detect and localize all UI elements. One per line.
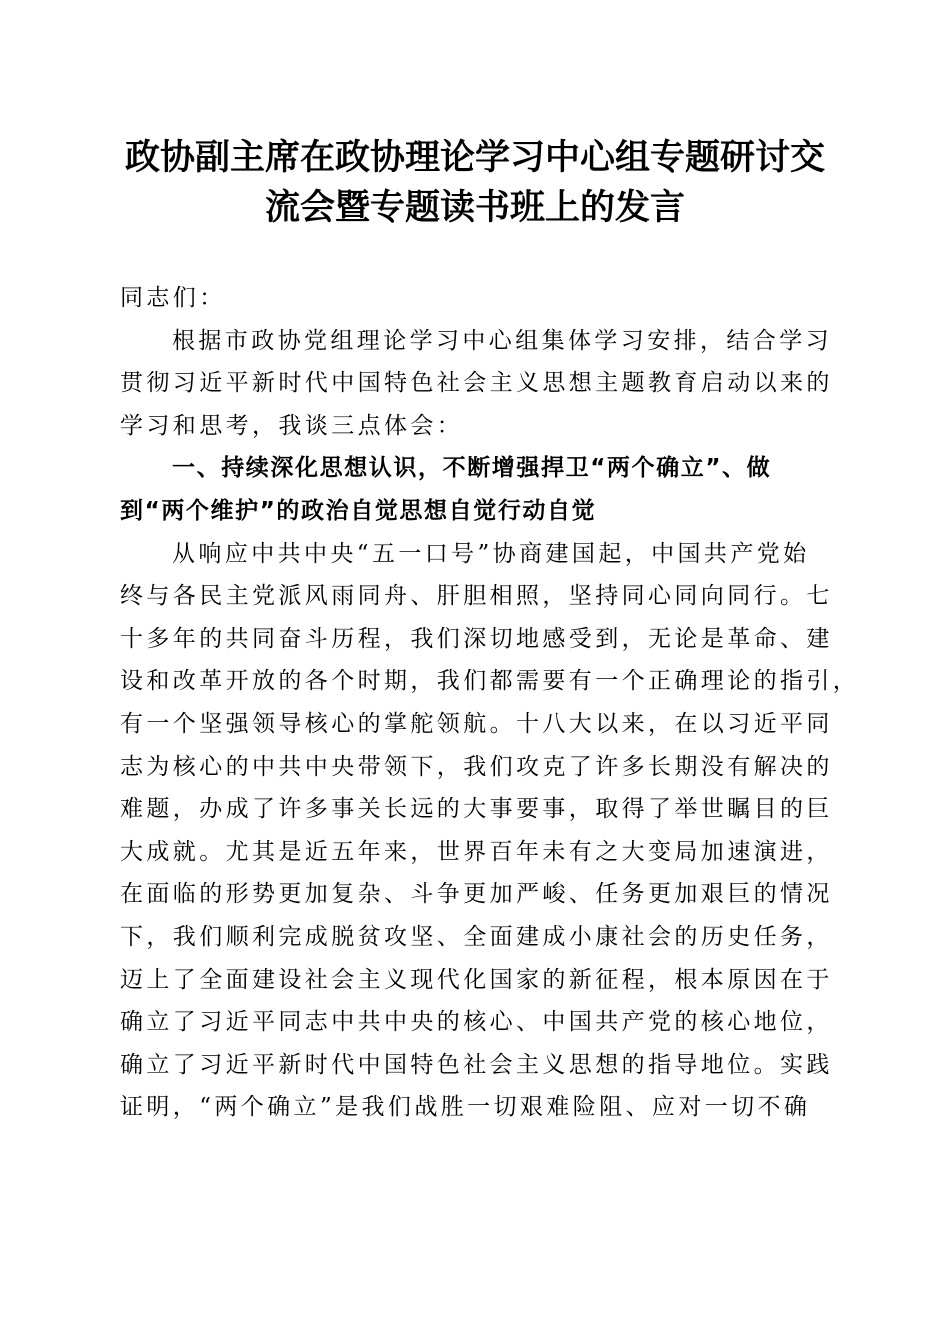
section-heading-1 (120, 447, 830, 532)
paragraph-line: 贯彻习近平新时代中国特色社会主义思想主题教育启动以来的 (120, 370, 833, 397)
paragraph-line: 在面临的形势更加复杂、斗争更加严峻、任务更加艰巨的情况 (120, 881, 833, 908)
heading-line: 一、持续深化思想认识，不断增强捍卫“两个确立”、做 (172, 455, 772, 482)
paragraph-line: 根据市政协党组理论学习中心组集体学习安排，结合学习 (172, 327, 832, 354)
paragraph-line: 确立了习近平新时代中国特色社会主义思想的指导地位。实践 (120, 1051, 833, 1078)
salutation: 同志们： (120, 285, 226, 311)
paragraph-line: 志为核心的中共中央带领下，我们攻克了许多长期没有解决的 (120, 753, 833, 780)
document-title (100, 133, 850, 233)
paragraph-line: 设和改革开放的各个时期，我们都需要有一个正确理论的指引， (120, 668, 860, 695)
paragraph-line: 证明，“两个确立”是我们战胜一切艰难险阻、应对一切不确 (120, 1094, 811, 1121)
paragraph-section-1 (120, 533, 860, 1129)
paragraph-line: 难题，办成了许多事关长远的大事要事，取得了举世瞩目的巨 (120, 796, 833, 823)
paragraph-line: 确立了习近平同志中共中央的核心、中国共产党的核心地位， (120, 1009, 833, 1036)
document-body (120, 277, 860, 1129)
heading-line: 到“两个维护”的政治自觉思想自觉行动自觉 (120, 497, 597, 524)
paragraph-line: 十多年的共同奋斗历程，我们深切地感受到，无论是革命、建 (120, 625, 833, 652)
paragraph-line: 迈上了全面建设社会主义现代化国家的新征程，根本原因在于 (120, 966, 833, 993)
paragraph-line: 有一个坚强领导核心的掌舵领航。十八大以来，在以习近平同 (120, 710, 833, 737)
paragraph-intro (120, 320, 833, 448)
paragraph-line: 学习和思考，我谈三点体会： (120, 412, 464, 439)
title-line: 流会暨专题读书班上的发言 (264, 187, 685, 228)
paragraph-line: 从响应中共中央“五一口号”协商建国起，中国共产党始 (172, 540, 810, 567)
paragraph-line: 终与各民主党派风雨同舟、肝胆相照，坚持同心同向同行。七 (120, 583, 833, 610)
paragraph-line: 下，我们顺利完成脱贫攻坚、全面建成小康社会的历史任务， (120, 923, 833, 950)
paragraph-line: 大成就。尤其是近五年来，世界百年未有之大变局加速演进， (120, 838, 833, 865)
title-line: 政协副主席在政协理论学习中心组专题研讨交 (124, 137, 825, 178)
